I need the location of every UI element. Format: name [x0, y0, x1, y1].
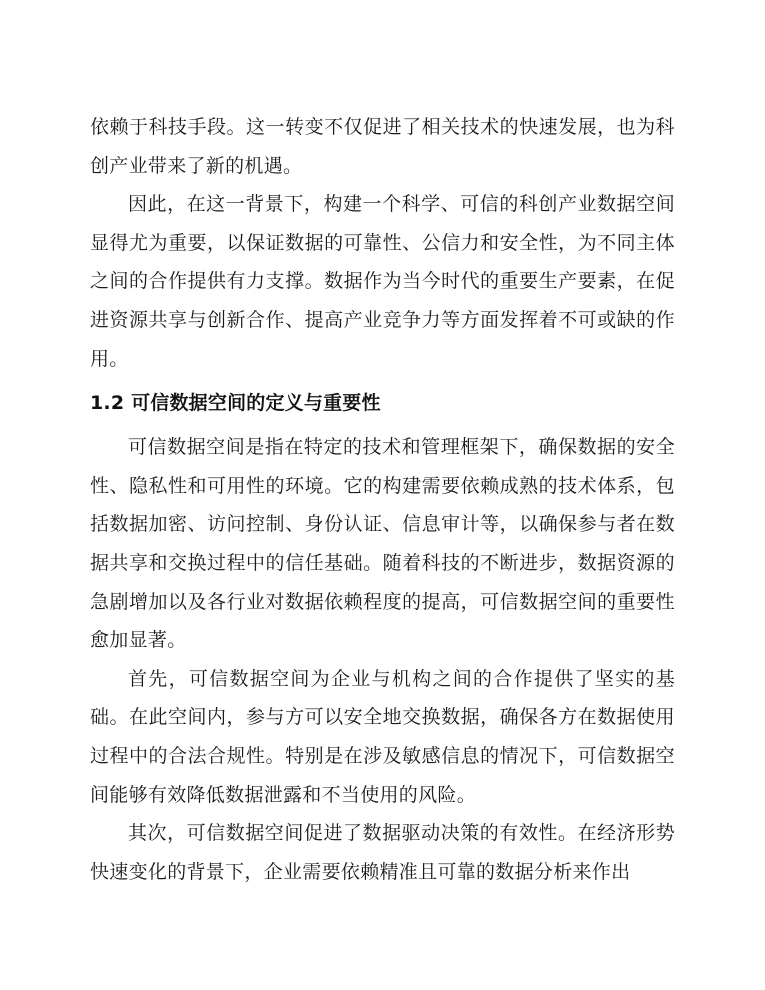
- paragraph-continuation: 依赖于科技手段。这一转变不仅促进了相关技术的快速发展，也为科创产业带来了新的机遇。: [90, 116, 675, 177]
- paragraph-background: 因此，在这一背景下，构建一个科学、可信的科创产业数据空间显得尤为重要，以保证数据的可靠性、公信力和安全性，为不同主体之间的合作提供有力支撑。数据作为当今时代的重要生产要素，在促进资源共享与创新合作、提高产业竞争力等方面发挥着不可或缺的作用。: [90, 193, 675, 370]
- paragraph-second-point: 其次，可信数据空间促进了数据驱动决策的有效性。在经济形势快速变化的背景下，企业需要依赖精准且可靠的数据分析来作出: [90, 822, 675, 883]
- document-body: [90, 108, 675, 891]
- paragraph-definition: 可信数据空间是指在特定的技术和管理框架下，确保数据的安全性、隐私性和可用性的环境。它的构建需要依赖成熟的技术体系，包括数据加密、访问控制、身份认证、信息审计等，以确保参与者在数据共享和交换过程中的信任基础。随着科技的不断进步，数据资源的急剧增加以及各行业对数据依赖程度的提高，可信数据空间的重要性愈加显著。: [90, 436, 675, 652]
- paragraph-first-point: 首先，可信数据空间为企业与机构之间的合作提供了坚实的基础。在此空间内，参与方可以安全地交换数据，确保各方在数据使用过程中的合法合规性。特别是在涉及敏感信息的情况下，可信数据空间能够有效降低数据泄露和不当使用的风险。: [90, 667, 675, 806]
- section-heading: 1.2 可信数据空间的定义与重要性: [90, 392, 381, 415]
